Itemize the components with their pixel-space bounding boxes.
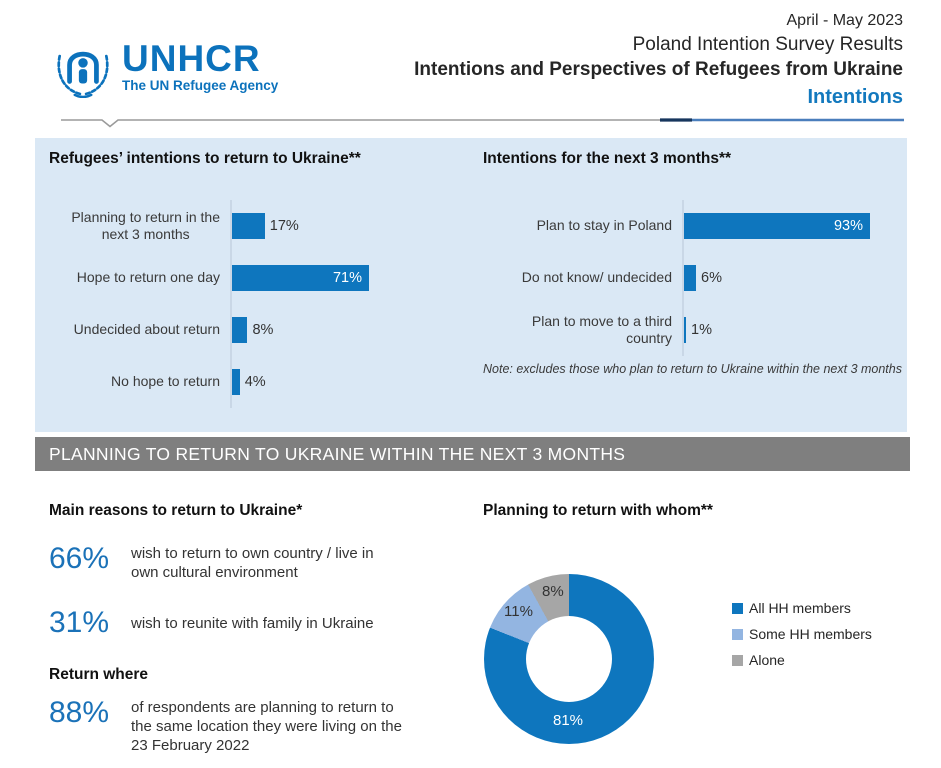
chart-title: Refugees’ intentions to return to Ukraine** — [49, 150, 361, 167]
bar — [684, 317, 686, 343]
legend-swatch — [732, 655, 743, 666]
bar-value: 17% — [269, 218, 299, 234]
stat-value: 66% — [49, 542, 110, 575]
bar — [684, 213, 870, 239]
stat-text: wish to return to own country / live in own cultural environment — [131, 545, 374, 581]
donut-hole — [526, 616, 612, 702]
bar-category-label: Hope to return one day — [76, 269, 220, 286]
header-report-title: Intentions and Perspectives of Refugees from Ukraine — [414, 59, 903, 80]
header-section-label: Intentions — [807, 86, 903, 108]
unhcr-tagline: The UN Refugee Agency — [122, 77, 279, 93]
legend-swatch — [732, 629, 743, 640]
section-banner: PLANNING TO RETURN TO UKRAINE WITHIN THE NEXT 3 MONTHS — [35, 437, 910, 471]
bar-track — [232, 317, 459, 343]
bar-value: 8% — [252, 322, 274, 338]
bar — [232, 317, 247, 343]
chart-title: Intentions for the next 3 months** — [483, 150, 732, 167]
header-divider-line — [60, 114, 905, 128]
header-survey-title: Poland Intention Survey Results — [632, 34, 903, 55]
bar-value: 1% — [691, 322, 712, 338]
bar — [232, 213, 265, 239]
bar-row — [483, 252, 898, 304]
reasons-heading: Main reasons to return to Ukraine* — [49, 502, 303, 519]
donut-slice-value-some: 11% — [504, 603, 533, 620]
stat-row — [49, 606, 449, 640]
donut-chart-title: Planning to return with whom** — [483, 502, 713, 519]
legend-label: Some HH members — [749, 626, 872, 642]
bar-value: 6% — [701, 270, 722, 286]
donut-legend — [732, 600, 872, 678]
bar-row — [49, 356, 459, 408]
intentions-panel — [35, 138, 907, 432]
bar-value: 4% — [244, 374, 266, 390]
bar-track — [684, 265, 898, 291]
donut-slice-value-all: 81% — [553, 712, 584, 729]
header-block — [414, 10, 903, 112]
legend-item — [732, 626, 872, 642]
bar-track — [232, 213, 459, 239]
unhcr-wordmark: UNHCR — [122, 37, 261, 79]
bar — [684, 265, 696, 291]
return-reasons-block — [49, 494, 449, 755]
legend-label: Alone — [749, 652, 785, 668]
stat-text: of respondents are planning to return to the same location they were living on the 23 February 2022 — [131, 699, 402, 754]
bar-value: 71% — [332, 270, 363, 286]
header-date-range: April - May 2023 — [786, 12, 903, 29]
stat-row — [49, 542, 449, 582]
bar-rows — [49, 200, 459, 408]
bar-category-label: Planning to return in the next 3 months — [71, 208, 220, 242]
bar-category-label: Undecided about return — [73, 321, 220, 338]
return-where-heading: Return where — [49, 666, 149, 683]
bar-track — [232, 369, 459, 395]
unhcr-emblem-icon — [52, 36, 114, 98]
bar-row — [49, 200, 459, 252]
bar-category-label: Plan to move to a third country — [531, 312, 672, 346]
bar-row — [483, 304, 898, 356]
bar-track — [684, 317, 898, 343]
legend-item — [732, 652, 872, 668]
bar — [232, 265, 369, 291]
donut-slice-value-alone: 8% — [542, 583, 564, 600]
stat-text: wish to reunite with family in Ukraine — [131, 615, 374, 632]
legend-item — [732, 600, 872, 616]
chart-return-intentions — [49, 150, 459, 420]
bar-row — [49, 304, 459, 356]
unhcr-logo-text — [122, 37, 279, 93]
legend-label: All HH members — [749, 600, 851, 616]
stat-value: 88% — [49, 696, 110, 729]
stat-value: 31% — [49, 606, 110, 639]
unhcr-logo — [52, 36, 278, 98]
legend-swatch — [732, 603, 743, 614]
bar-category-label: Do not know/ undecided — [521, 269, 672, 286]
bar — [232, 369, 240, 395]
bar-track — [232, 265, 459, 291]
bar-rows — [483, 200, 898, 356]
bar-row — [483, 200, 898, 252]
donut-chart — [484, 574, 654, 744]
bar-value: 93% — [833, 218, 863, 234]
chart-note: Note: excludes those who plan to return to Ukraine within the next 3 months — [483, 362, 902, 376]
bar-category-label: Plan to stay in Poland — [536, 217, 672, 234]
bar-row — [49, 252, 459, 304]
chart-next-3-months — [483, 150, 902, 420]
bar-category-label: No hope to return — [111, 373, 220, 390]
bar-track — [684, 213, 898, 239]
stat-row — [49, 696, 449, 755]
